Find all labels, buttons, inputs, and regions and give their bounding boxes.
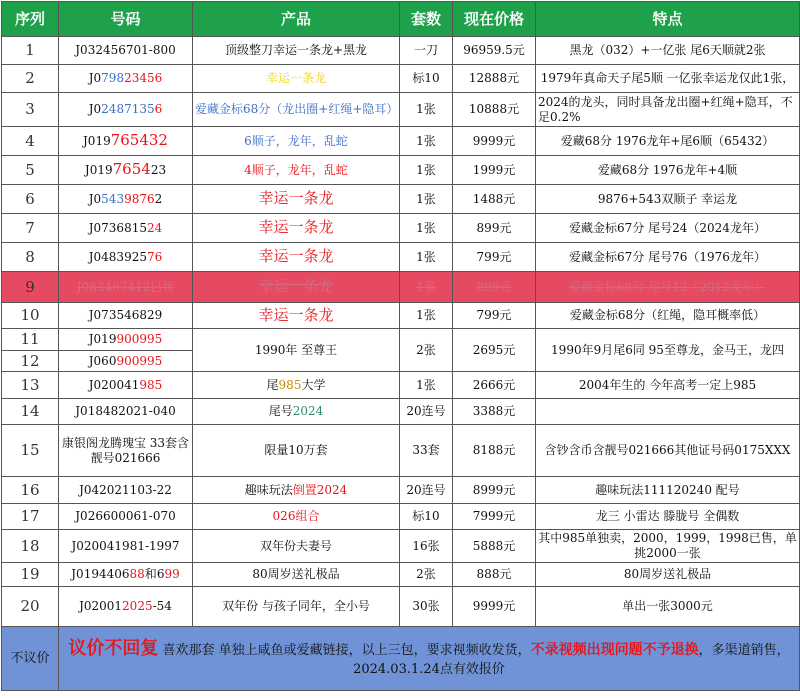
table-row: [2, 127, 800, 156]
product-highlight: 倒置2024: [292, 482, 348, 497]
row-number: [59, 351, 193, 372]
row-sets: 20连号: [400, 399, 453, 425]
row-sets: 1张: [400, 303, 453, 329]
row-sets: 2张: [400, 329, 453, 372]
product-label: 幸运一条龙: [258, 305, 334, 324]
product-label: 趣味玩法: [244, 482, 293, 497]
table-row: [2, 425, 800, 477]
table-row: [2, 504, 800, 530]
row-features: 单出一张3000元: [536, 587, 800, 627]
product-label: 尾号: [268, 404, 293, 418]
row-sets: 1张: [400, 156, 453, 185]
product-label: 幸运一条龙: [265, 71, 326, 85]
row-index: 19: [2, 563, 59, 587]
number-highlight-red: 985: [139, 377, 163, 392]
row-features: [536, 399, 800, 425]
number-highlight-red: 76: [146, 249, 163, 264]
footer-warning: 不录视频出现问题不予退换: [530, 641, 699, 658]
number-highlight-red: 7654: [112, 160, 151, 178]
row-sets: 33套: [400, 425, 453, 477]
number-highlight-red: 900995: [116, 332, 163, 346]
table-row: [2, 185, 800, 214]
row-number: [59, 156, 193, 185]
row-features: 爱藏金标68分（红绳，隐耳概率低）: [536, 303, 800, 329]
row-index: 13: [2, 372, 59, 399]
row-product: [193, 477, 400, 504]
row-features: 龙三 小雷达 滕胧号 全偶数: [536, 504, 800, 530]
row-price: 2666元: [453, 372, 536, 399]
number-suffix: 2: [154, 191, 163, 206]
row-product: [193, 214, 400, 243]
row-features: 爱藏金标67分 尾号24（2024龙年）: [536, 214, 800, 243]
row-number: 康银阁龙腾瑰宝 33套含靓号021666: [59, 425, 193, 477]
row-index: 20: [2, 587, 59, 627]
table-row: [2, 37, 800, 65]
row-index: 15: [2, 425, 59, 477]
row-sets: 20连号: [400, 477, 453, 504]
number-prefix: J0736815: [88, 220, 147, 235]
row-features: 爱藏金标67分 尾号76（1976龙年）: [536, 243, 800, 272]
number-highlight-red: 9876: [124, 191, 155, 206]
row-product: [193, 65, 400, 93]
row-features: 其中985单独卖，2000，1999，1998已售，单挑2000一张: [536, 530, 800, 563]
footer-text-2: ，多渠道销售， 2024.03.1.24点有效报价: [353, 642, 790, 677]
table-row: [2, 587, 800, 627]
row-index: 6: [2, 185, 59, 214]
number-highlight-red: 88: [129, 567, 145, 581]
row-product: [193, 399, 400, 425]
row-index: 11: [2, 329, 59, 351]
number-mid: 6: [156, 567, 165, 581]
row-index: 12: [2, 351, 59, 372]
footer-text-1: 喜欢那套 单独上咸鱼或爱藏链接，以上三包，要求视频收发货，: [162, 642, 531, 658]
row-price: 2695元: [453, 329, 536, 372]
number-suffix: -54: [152, 599, 172, 613]
row-sets: 1张: [400, 185, 453, 214]
row-product: [193, 93, 400, 127]
table-row: [2, 214, 800, 243]
product-label: 幸运一条龙: [258, 247, 334, 265]
row-sets: 1张: [400, 372, 453, 399]
row-price: 899元: [453, 214, 536, 243]
table-row: [2, 65, 800, 93]
row-number: [59, 563, 193, 587]
number-highlight: 543: [101, 191, 125, 206]
row-price: 96959.5元: [453, 37, 536, 65]
row-index: 18: [2, 530, 59, 563]
row-features: 1979年真命天子尾5顺 一亿张幸运龙仅此1张，: [536, 65, 800, 93]
number-highlight-red: 6: [154, 102, 163, 116]
row-number: [59, 65, 193, 93]
row-sets: 1张: [400, 243, 453, 272]
row-index: 2: [2, 65, 59, 93]
row-index: 16: [2, 477, 59, 504]
row-features: 爱藏68分 1976龙年+4顺: [536, 156, 800, 185]
row-features: 含钞含币含靓号021666其他证号码0175XXX: [536, 425, 800, 477]
number-highlight-red: 900995: [116, 353, 163, 368]
number-highlight-red: 765432: [110, 131, 168, 149]
header-price: 现在价格: [453, 2, 536, 37]
row-product: 双年份夫妻号: [193, 530, 400, 563]
row-product: 顶级整刀幸运一条龙+黑龙: [193, 37, 400, 65]
row-sets: 一刀: [400, 37, 453, 65]
row-number: [59, 372, 193, 399]
table-row: [2, 530, 800, 563]
header-number: 号码: [59, 2, 193, 37]
row-index: 5: [2, 156, 59, 185]
row-number: J042021103-22: [59, 477, 193, 504]
row-index: 9: [2, 272, 59, 303]
row-sets: 标10: [400, 65, 453, 93]
row-number: J083467412已售: [59, 272, 193, 303]
number-suffix: 23: [150, 163, 167, 177]
row-number: J020041981-1997: [59, 530, 193, 563]
row-price: 7999元: [453, 504, 536, 530]
header-index: 序列: [2, 2, 59, 37]
row-product: [193, 156, 400, 185]
row-product: 双年份 与孩子同年，全小号: [193, 587, 400, 627]
table-row: [2, 329, 800, 351]
row-features: 爱藏金标68分 尾号12（2012龙年）: [536, 272, 800, 303]
row-price: 799元: [453, 243, 536, 272]
row-number: J018482021-040: [59, 399, 193, 425]
header-features: 特点: [536, 2, 800, 37]
price-table: [1, 1, 800, 691]
footer-no-haggle: 议价不回复: [68, 637, 159, 659]
number-prefix: J019: [83, 134, 111, 148]
row-features: 1990年9月尾6同 95至尊龙，金马王，龙四: [536, 329, 800, 372]
footer-label: 不议价: [2, 627, 59, 691]
row-price: 8999元: [453, 477, 536, 504]
product-label: 爱藏金标68分（龙出圈+红绳+隐耳）: [195, 102, 399, 116]
row-price: 10888元: [453, 93, 536, 127]
row-product: [193, 504, 400, 530]
row-price: 3388元: [453, 399, 536, 425]
product-label: 6顺子，龙年，乱蛇: [244, 133, 348, 148]
row-features: 2024的龙头，同时具备龙出圈+红绳+隐耳，不足0.2%: [536, 93, 800, 127]
row-features: 爱藏68分 1976龙年+尾6顺（65432）: [536, 127, 800, 156]
header-sets: 套数: [400, 2, 453, 37]
row-product: 限量10万套: [193, 425, 400, 477]
row-price: 1488元: [453, 185, 536, 214]
row-sets: 1张: [400, 127, 453, 156]
row-product: [193, 185, 400, 214]
number-highlight: 798: [101, 71, 125, 85]
row-price: 899元: [453, 272, 536, 303]
product-label: 幸运一条龙: [258, 218, 334, 236]
row-features: 9876+543双顺子 幸运龙: [536, 185, 800, 214]
table-row: [2, 372, 800, 399]
row-number: [59, 127, 193, 156]
row-index: 1: [2, 37, 59, 65]
number-highlight: 2487135: [101, 102, 155, 116]
row-sets: 1张: [400, 272, 453, 303]
table-row: [2, 303, 800, 329]
row-sets: 标10: [400, 504, 453, 530]
row-product: [193, 272, 400, 303]
row-product: 1990年 至尊王: [193, 329, 400, 372]
number-highlight-red: 23456: [124, 71, 163, 85]
table-row: [2, 563, 800, 587]
row-product: [193, 303, 400, 329]
row-price: 8188元: [453, 425, 536, 477]
number-prefix: J0483925: [88, 249, 147, 264]
table-row: [2, 477, 800, 504]
number-highlight-red: 2025: [122, 599, 153, 613]
number-highlight-red-2: 99: [164, 567, 180, 581]
row-index: 7: [2, 214, 59, 243]
table-row: [2, 243, 800, 272]
row-number: [59, 185, 193, 214]
row-index: 3: [2, 93, 59, 127]
row-product: [193, 372, 400, 399]
row-sets: 1张: [400, 93, 453, 127]
product-highlight: 2024: [292, 404, 324, 418]
row-features: 趣味玩法111120240 配号: [536, 477, 800, 504]
number-prefix: J019: [84, 163, 113, 177]
row-product: [193, 127, 400, 156]
header-row: [2, 2, 800, 37]
row-number: [59, 587, 193, 627]
row-index: 10: [2, 303, 59, 329]
number-prefix: J02001: [79, 599, 123, 613]
row-product: 80周岁送礼极品: [193, 563, 400, 587]
row-features: 80周岁送礼极品: [536, 563, 800, 587]
number-prefix: J0: [88, 191, 102, 206]
footer-row: [2, 627, 800, 691]
row-price: 799元: [453, 303, 536, 329]
number-prefix: J0: [88, 71, 102, 85]
number-joiner: 和: [144, 567, 157, 581]
row-price: 888元: [453, 563, 536, 587]
product-label: 4顺子，龙年，乱蛇: [244, 162, 348, 177]
row-number: J032456701-800: [59, 37, 193, 65]
number-highlight-red: 24: [146, 220, 163, 235]
table-row: [2, 156, 800, 185]
row-number: J073546829: [59, 303, 193, 329]
row-price: 9999元: [453, 127, 536, 156]
row-number: [59, 243, 193, 272]
row-price: 12888元: [453, 65, 536, 93]
row-price: 9999元: [453, 587, 536, 627]
row-sets: 16张: [400, 530, 453, 563]
row-sets: 1张: [400, 214, 453, 243]
row-sets: 30张: [400, 587, 453, 627]
product-label: 幸运一条龙: [258, 277, 334, 295]
product-label: 幸运一条龙: [258, 189, 334, 207]
row-sets: 2张: [400, 563, 453, 587]
number-prefix: J019: [88, 332, 117, 346]
table-row: [2, 93, 800, 127]
row-price: 1999元: [453, 156, 536, 185]
row-number: [59, 329, 193, 351]
row-price: 5888元: [453, 530, 536, 563]
number-prefix: J060: [88, 353, 117, 368]
row-index: 14: [2, 399, 59, 425]
row-features: 2004年生的 今年高考一定上985: [536, 372, 800, 399]
row-product: [193, 243, 400, 272]
product-label: 尾: [266, 377, 279, 392]
header-product: 产品: [193, 2, 400, 37]
table-row: [2, 399, 800, 425]
number-prefix: J0194406: [71, 567, 130, 581]
row-number: [59, 214, 193, 243]
footer-note: [59, 627, 800, 691]
product-highlight: 985: [278, 377, 302, 392]
product-suffix: 大学: [301, 377, 326, 392]
row-index: 17: [2, 504, 59, 530]
table-row-sold: [2, 272, 800, 303]
row-index: 4: [2, 127, 59, 156]
product-label: 026组合: [272, 509, 320, 523]
row-number: J026600061-070: [59, 504, 193, 530]
row-features: 黑龙（032）+一亿张 尾6天顺就2张: [536, 37, 800, 65]
row-number: [59, 93, 193, 127]
number-prefix: J0: [88, 102, 102, 116]
row-index: 8: [2, 243, 59, 272]
number-prefix: J020041: [88, 377, 140, 392]
